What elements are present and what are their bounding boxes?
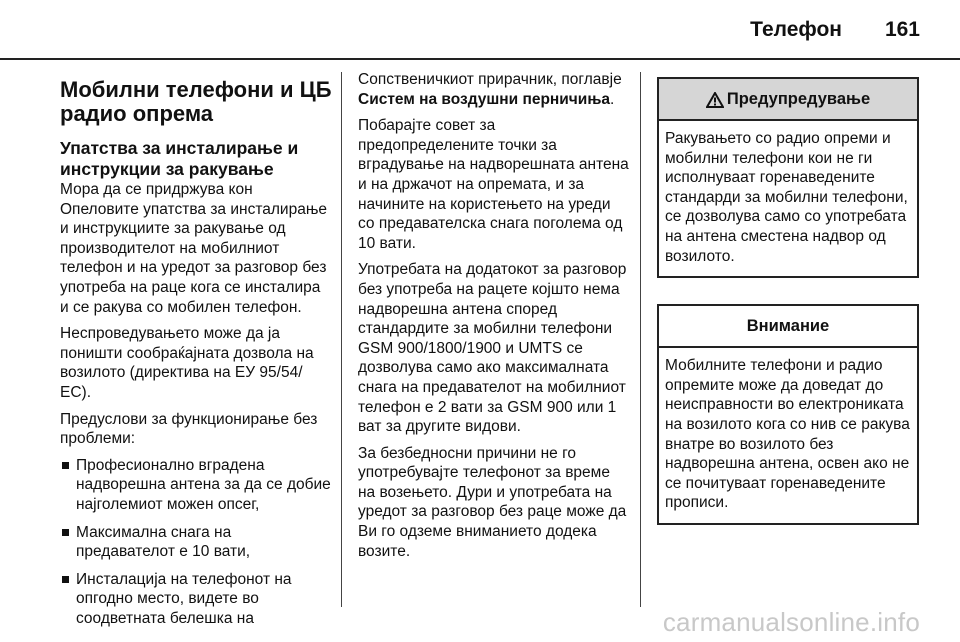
- warning-box: [657, 77, 919, 278]
- section-title: Мобилни телефони и ЦБ радио опрема: [60, 77, 332, 126]
- warning-triangle-icon: [706, 92, 724, 108]
- list-item-text: Професионално вградена надворешна антена за да се добие најголемиот можен опсег,: [76, 456, 331, 513]
- paragraph: Употребата на додатокот за разговор без употреба на рацете којшто нема надворешна антена според стандардите за мобилни телефони GSM 900/1800/1900 и UMTS се дозволува само ако максималната снага на предавателот на мобилниот телефон е 2 вати за GSM 900 или 1 ват за другите видови.: [358, 261, 627, 436]
- bullet-square-icon: [62, 576, 69, 583]
- warning-body: Ракувањето со радио опреми и мобилни телефони кои не ги исполнуваат горенаведените стандарди за мобилни телефони, се дозволува само со употребата на антена сместена надвор од возилото.: [665, 130, 908, 265]
- caution-box: [657, 304, 919, 525]
- column-1: [60, 70, 332, 636]
- continued-text-end: .: [610, 90, 615, 108]
- list-item: [60, 523, 332, 562]
- list-item-text: Инсталација на телефонот на опгодно место, видете во соодветната белешка на: [76, 570, 292, 627]
- chapter-title: Телефон: [750, 18, 842, 41]
- warning-header: [659, 79, 917, 121]
- cross-reference: Систем на воздушни перничиња: [358, 90, 611, 108]
- paragraph: За безбедносни причини не го употребувајте телефонот за време на возењето. Дури и употребата на уредот за разговор без раце може да Ви го одземе вниманието додека возите.: [358, 444, 627, 560]
- caution-header: [659, 306, 917, 348]
- paragraph: Предуслови за функционирање без проблеми:: [60, 410, 318, 448]
- page-footer: [0, 600, 960, 642]
- watermark: carmanualsonline.info: [662, 607, 920, 637]
- section-subtitle: Упатства за инсталирање и инструкции за ракување: [60, 138, 299, 179]
- continued-text: Сопственичкиот прирачник, поглавје: [358, 71, 622, 88]
- column-divider: [640, 72, 641, 607]
- column-2: [358, 70, 630, 568]
- page-number: 161: [884, 18, 920, 41]
- paragraph: Неспроведувањето може да ја поништи сообраќајната дозвола на возилото (директива на ЕУ 95/54/ ЕС).: [60, 325, 314, 401]
- page-header: [0, 0, 960, 62]
- column-3: [657, 77, 919, 551]
- paragraph: [358, 70, 630, 109]
- header-rule: [0, 58, 960, 60]
- caution-body: Мобилните телефони и радио опремите може да доведат до неисправности во електрониката на возилото кога со нив се ракува внатре во возилото без надворешна антена, освен ако не се почитуваат горенаведените прописи.: [665, 357, 910, 512]
- bullet-square-icon: [62, 462, 69, 469]
- list-item: [60, 456, 332, 515]
- paragraph: Мора да се придржува кон Опеловите упатства за инсталирање и инструкциите за ракување од производителот на мобилниот телефон и на уредот за разговор без употреба на раце кога се инсталира и се ракува со мобилен телефон.: [60, 181, 328, 316]
- bullet-square-icon: [62, 529, 69, 536]
- list-item-text: Максимална снага на предавателот е 10 вати,: [76, 523, 251, 561]
- warning-title: Предупредување: [726, 90, 871, 108]
- caution-title: Внимание: [746, 317, 830, 336]
- paragraph: Побарајте совет за предопределените точки за вградување на надворешната антена и на држачот на опремата, и за начините на користењето на уреди со предавателска снага поголема од 10 вати.: [358, 117, 629, 252]
- column-divider: [341, 72, 342, 607]
